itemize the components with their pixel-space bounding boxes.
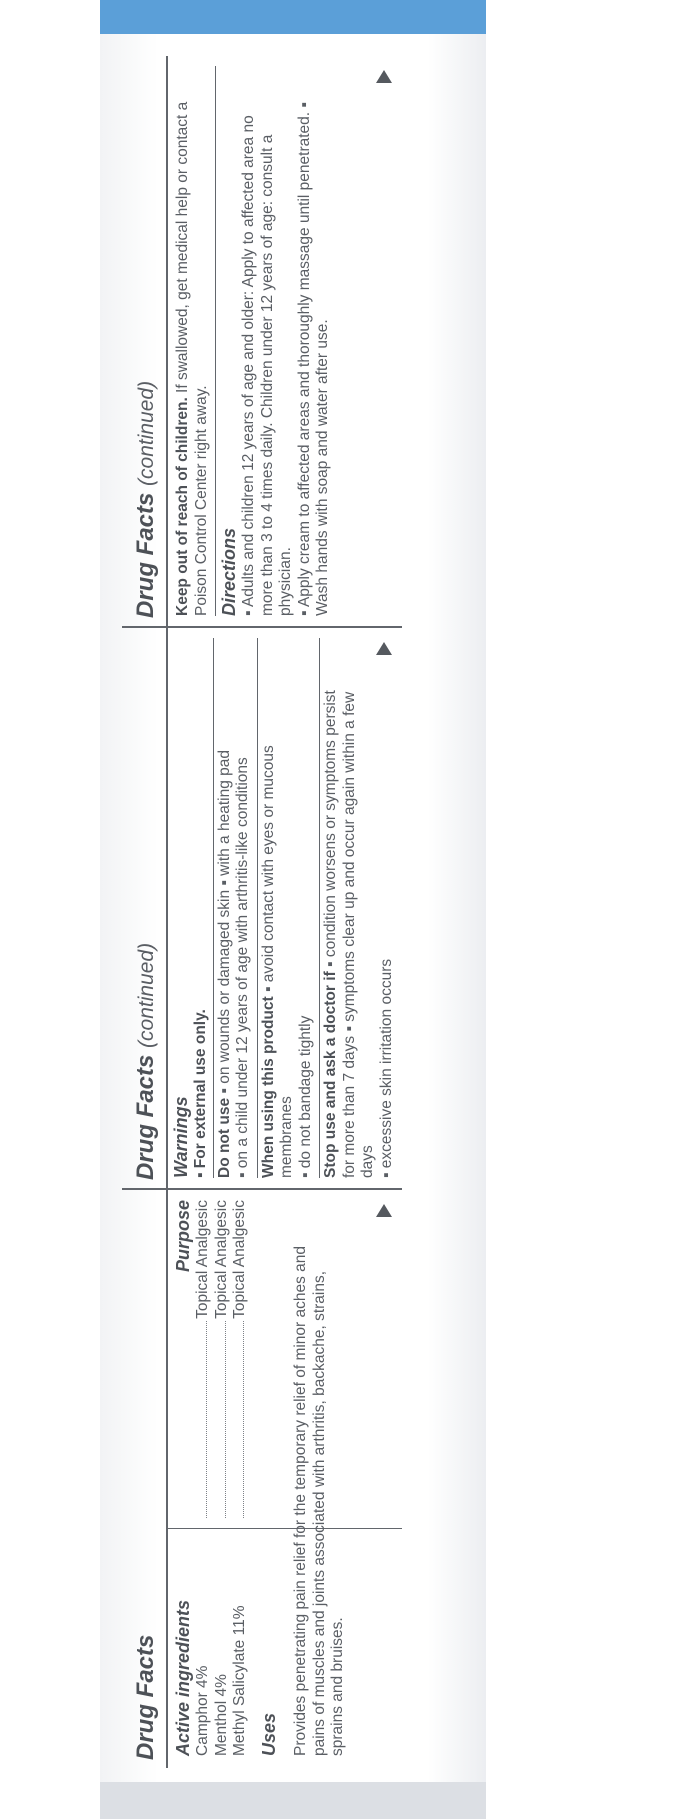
panel-title-text: Drug Facts: [132, 1634, 159, 1760]
purpose-column: [168, 1190, 402, 1528]
ingredient-name: Camphor 4%: [194, 1665, 211, 1756]
ingredients-column: [168, 1528, 402, 1768]
blue-band: [100, 0, 486, 34]
directions-item: ▪ Apply cream to affected areas and thoroughly massage until penetrated. ▪ Wash hands with soap and water after use.: [295, 102, 331, 616]
box-bottom-edge: [100, 1782, 486, 1819]
keep-out-label: Keep out of reach of children.: [174, 397, 191, 616]
drug-facts-panel-3: [122, 56, 402, 626]
stop-use-text: ▪ condition worsens or symptoms persist for more than 7 days ▪ symptoms clear up and occur again within a few days: [322, 690, 376, 1178]
continued-label: (continued): [135, 380, 158, 486]
continued-label: (continued): [135, 942, 158, 1048]
continue-arrow-icon: [376, 642, 392, 655]
leader-dots: [225, 1321, 226, 1518]
uses-heading: Uses: [258, 1712, 279, 1756]
directions-item: ▪ Adults and children 12 years of age and older: Apply to affected area no more than 3 to 4 times daily. Children under 12 years of age: consult a physician.: [240, 115, 294, 616]
ingredient-row: [213, 1200, 232, 1520]
ingredient-purpose: Topical Analgesic: [231, 1200, 248, 1319]
when-using-section: [258, 668, 316, 1178]
continue-arrow-icon: [376, 1204, 392, 1217]
ingredient-name: Methyl Salicylate 11%: [231, 1605, 248, 1756]
warnings-heading: Warnings: [171, 1096, 191, 1178]
continue-arrow-icon: [376, 70, 392, 83]
do-not-use-item: ▪ on a child under 12 years of age with arthritis-like conditions: [234, 757, 251, 1178]
keep-out-text: If swallowed, get medical help or contact a Poison Control Center right away.: [174, 101, 210, 616]
external-use-text: ▪ For external use only.: [192, 1009, 209, 1178]
do-not-use-label: Do not use: [215, 1097, 233, 1178]
ingredient-purpose: Topical Analgesic: [194, 1200, 211, 1319]
panel-title: [122, 56, 168, 626]
ingredient-row: [231, 1200, 250, 1520]
panel-title: [122, 1190, 168, 1768]
leader-dots: [243, 1321, 244, 1518]
keep-out-of-reach-section: [170, 96, 211, 616]
panel-title: [122, 628, 168, 1188]
panel-title-text: Drug Facts: [132, 1054, 159, 1180]
stop-use-section: [320, 668, 396, 1178]
stop-use-label: Stop use and ask a doctor if: [322, 971, 339, 1178]
drug-facts-panel-1: [122, 1188, 402, 1768]
directions-heading: Directions: [219, 527, 239, 616]
leader-dots: [206, 1321, 207, 1518]
panel-title-text: Drug Facts: [132, 492, 159, 618]
purpose-heading: Purpose: [173, 1200, 193, 1273]
active-ingredients-heading: Active ingredients: [173, 1599, 193, 1756]
ingredient-name: Menthol 4%: [212, 1674, 230, 1756]
ingredient-row: [194, 1200, 213, 1520]
ingredient-purpose: Topical Analgesic: [212, 1200, 230, 1319]
when-using-label: When using this product: [259, 996, 277, 1178]
do-not-use-text: ▪ on wounds or damaged skin ▪ with a heating pad: [215, 750, 233, 1098]
uses-text: Provides penetrating pain relief for the temporary relief of minor aches and pains of muscles and joints associated with arthritis, backache, strains, sprains and bruises.: [292, 1245, 346, 1756]
drug-facts-label: [122, 56, 402, 1768]
do-not-use-section: [214, 668, 253, 1178]
when-using-item: ▪ do not bandage tightly: [296, 1015, 314, 1178]
drug-facts-panel-2: [122, 626, 402, 1188]
stop-use-item: ▪ excessive skin irritation occurs: [377, 958, 395, 1178]
when-using-text: ▪ avoid contact with eyes or mucous membranes: [259, 745, 295, 1178]
